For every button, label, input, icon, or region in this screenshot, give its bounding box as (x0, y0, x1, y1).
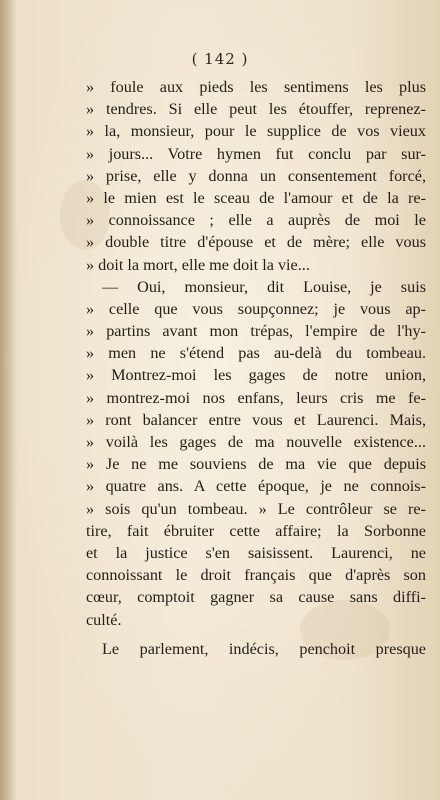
text-line: » Je ne me souviens de ma vie que depuis (86, 455, 426, 474)
text-line: » montrez-moi nos enfans, leurs cris me fe- (86, 388, 426, 407)
text-line: » foule aux pieds les sentimens les plus (86, 78, 426, 96)
page-number: ( 142 ) (191, 50, 249, 68)
text-line: » double titre d'épouse et de mère; elle vous (86, 233, 426, 252)
text-line: » celle que vous soupçonnez; je vous ap- (86, 299, 426, 318)
text-line: » sois qu'un tombeau. » Le contrôleur se re- (86, 499, 426, 518)
text-line: tire, fait ébruiter cette affaire; la Sorbonne (86, 521, 426, 540)
text-line: » tendres. Si elle peut les étouffer, reprenez- (86, 100, 426, 119)
binding-shadow (0, 0, 18, 800)
text-line: et la justice s'en saisissent. Laurenci, ne (86, 543, 426, 562)
text-line: » la, monsieur, pour le supplice de vos vieux (86, 122, 426, 141)
text-line: » quatre ans. A cette époque, je ne connois- (86, 477, 426, 496)
text-line: connoissant le droit français que d'après son (86, 566, 426, 585)
text-line: — Oui, monsieur, dit Louise, je suis (102, 277, 426, 296)
text-line: Le parlement, indécis, penchoit presque (102, 639, 426, 658)
text-line: » doit la mort, elle me doit la vie... (86, 255, 310, 274)
text-line: cœur, comptoit gagner sa cause sans diffi- (86, 588, 426, 607)
text-line: » men ne s'étend pas au-delà du tombeau. (86, 344, 426, 363)
text-line: culté. (86, 610, 122, 629)
text-line: » voilà les gages de ma nouvelle existence... (86, 433, 426, 451)
body-text (86, 76, 426, 660)
text-line: » Montrez-moi les gages de notre union, (86, 366, 426, 385)
text-line: » ront balancer entre vous et Laurenci. Mais, (86, 410, 426, 429)
text-line: » connoissance ; elle a auprès de moi le (86, 211, 426, 230)
text-line: » partins avant mon trépas, l'empire de l'hy- (86, 322, 426, 341)
text-line: » jours... Votre hymen fut conclu par sur- (86, 144, 426, 163)
text-line: » le mien est le sceau de l'amour et de la re- (86, 188, 426, 207)
text-line: » prise, elle y donna un consentement forcé, (86, 166, 426, 185)
